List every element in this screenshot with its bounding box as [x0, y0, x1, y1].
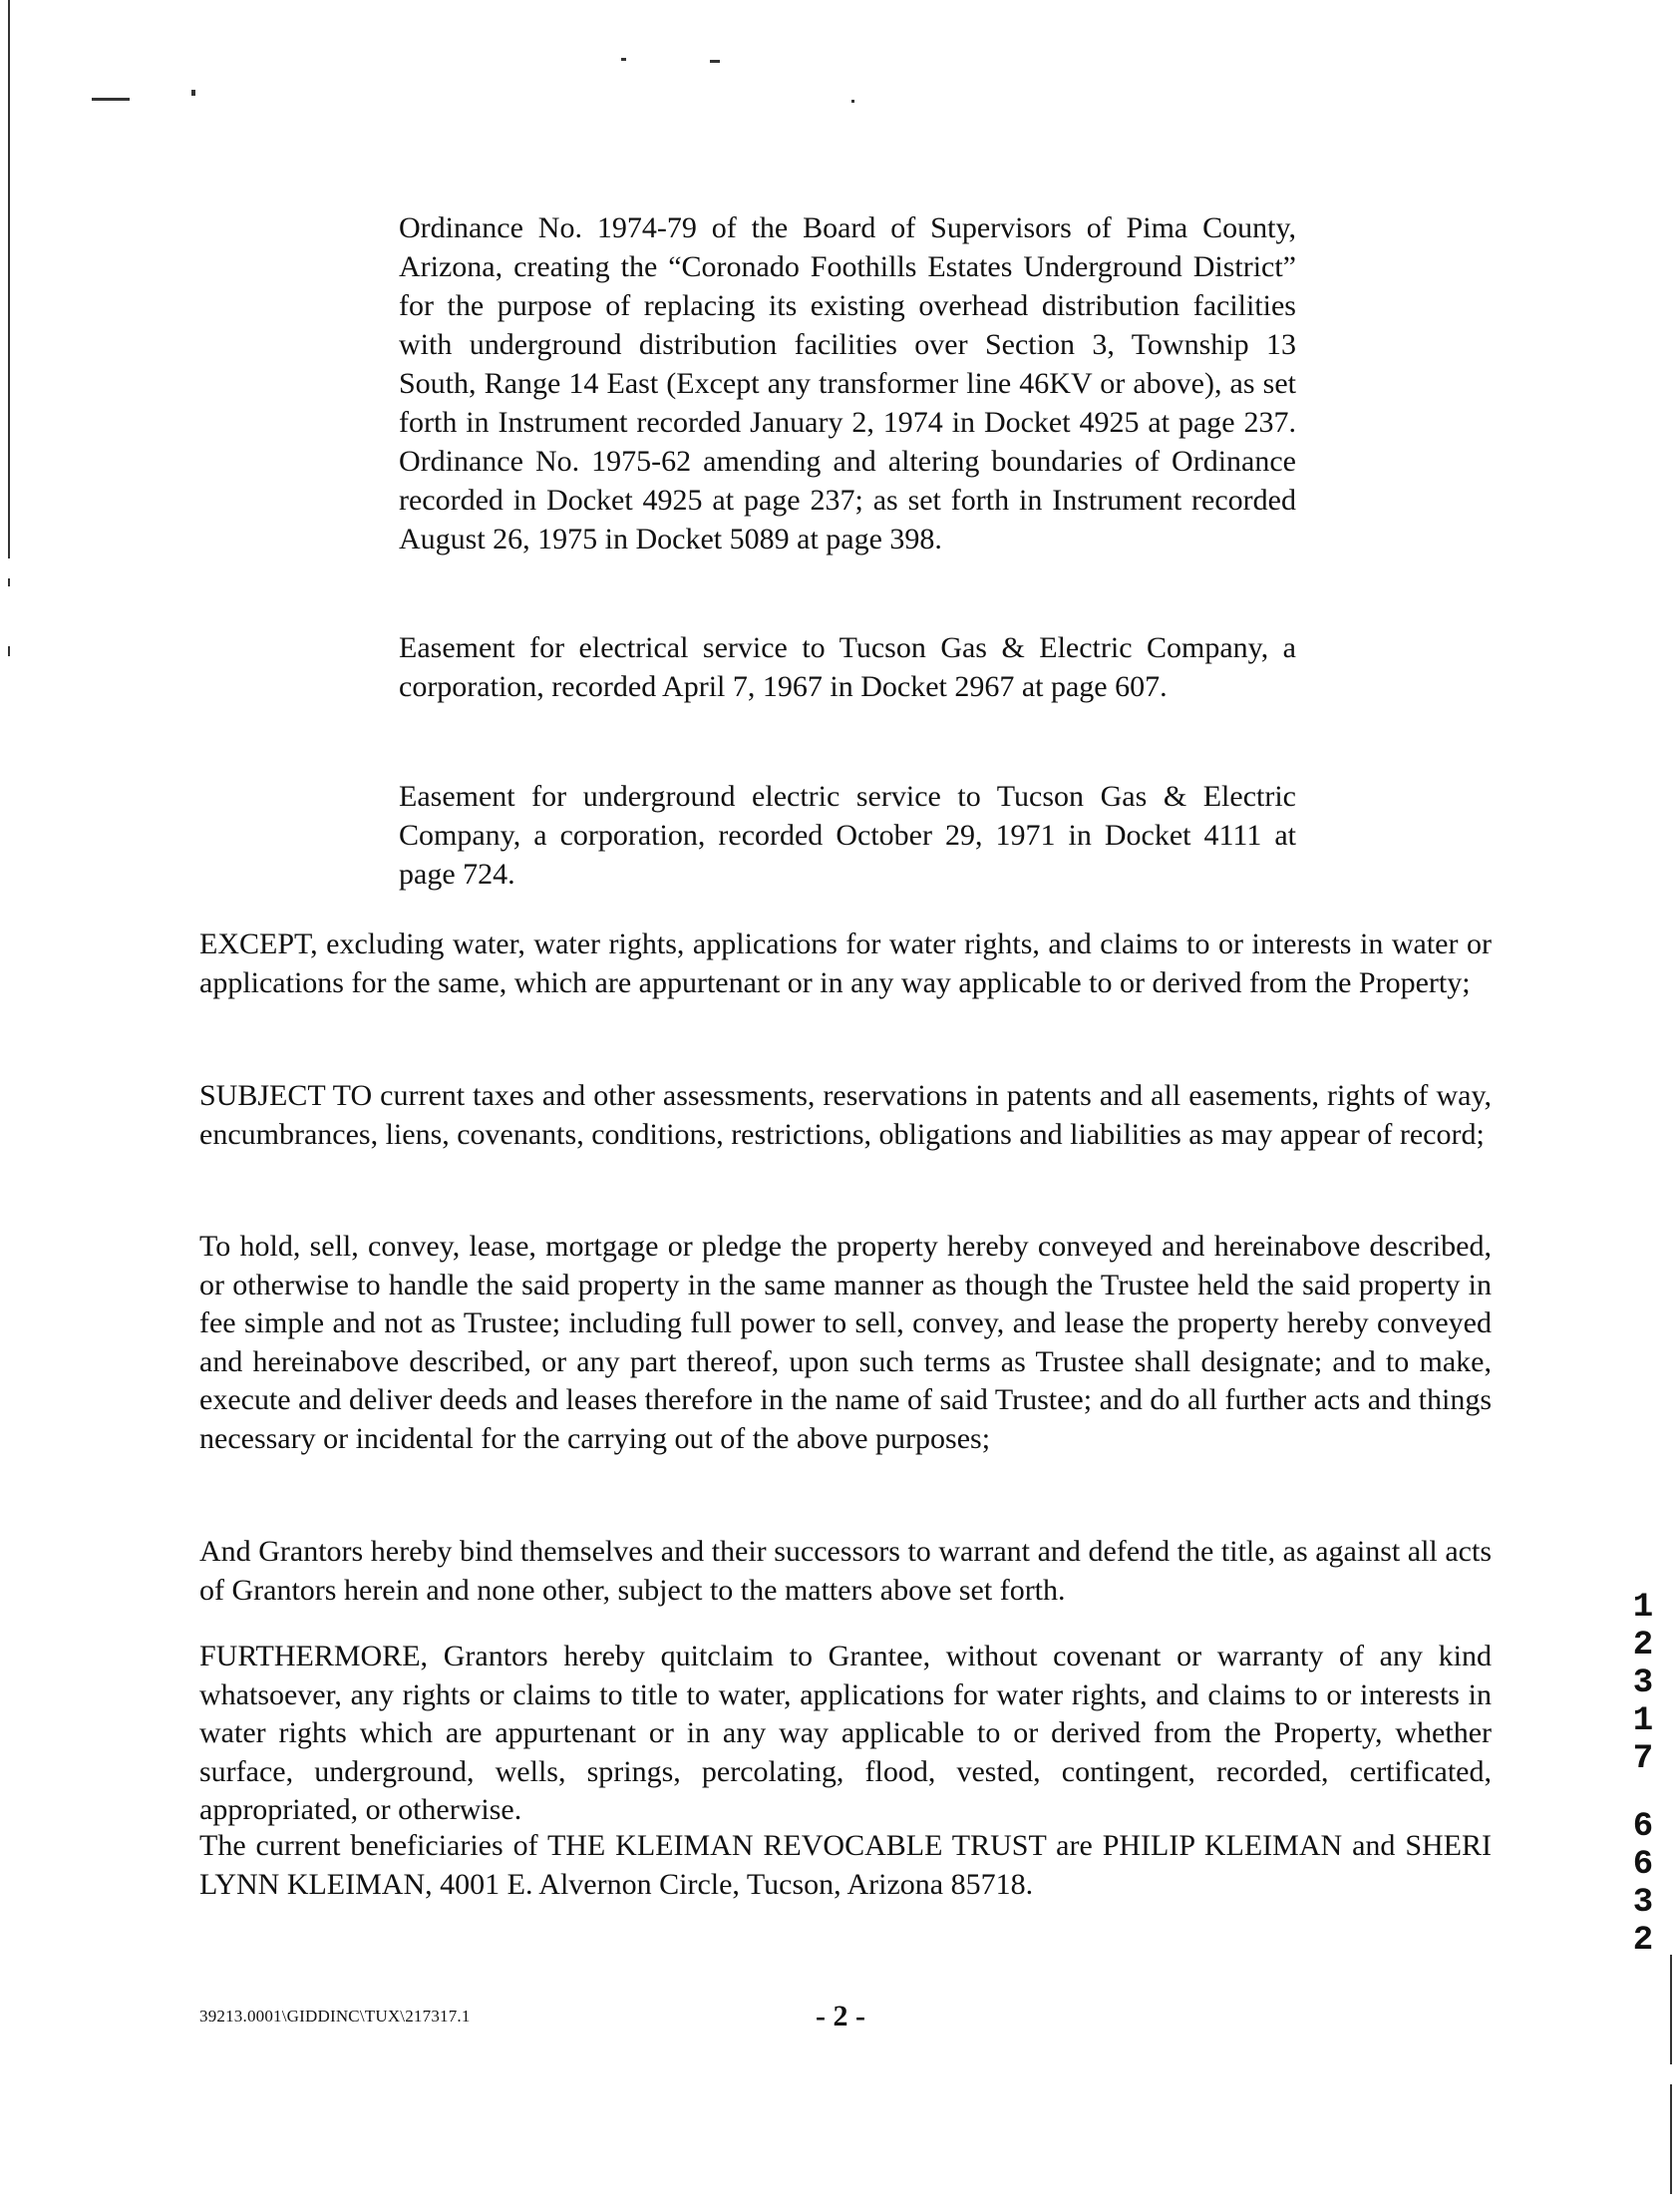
full-section: [199, 1228, 1492, 1458]
ordinance-paragraph: Ordinance No. 1974-79 of the Board of Supervisors of Pima County, Arizona, creating the “Coronado Foothills Estates Underground District” for the purpose of replacing its existing overhead distribution facilities with underground distribution facilities over Section 3, Township 13 South, Range 14 East (Except any transformer line 46KV or above), as set forth in Instrument recorded January 2, 1974 in Docket 4925 at page 237. Ordinance No. 1975-62 amending and altering boundaries of Ordinance recorded in Docket 4925 at page 237; as set forth in Instrument recorded August 26, 1975 in Docket 5089 at page 398.: [399, 211, 1296, 555]
full-section: [199, 925, 1492, 1002]
indented-section: [399, 628, 1296, 706]
scan-mark: [92, 98, 130, 101]
stamp-digit: 3: [1632, 1884, 1654, 1922]
stamp-digit: 1: [1632, 1589, 1654, 1627]
stamp-digit: 1: [1632, 1702, 1654, 1740]
stamp-digit: 6: [1632, 1846, 1654, 1884]
stamp-gap: [1623, 1778, 1663, 1808]
scan-mark: [621, 58, 626, 61]
scan-mark: [8, 646, 10, 656]
scan-mark: [8, 0, 10, 558]
except-paragraph: EXCEPT, excluding water, water rights, applications for water rights, and claims to or interests in water or applications for the same, which are appurtenant or in any way applicable to or derived from the Property;: [199, 927, 1492, 999]
page-number: - 2 -: [816, 2000, 865, 2032]
stamp-digit: 3: [1632, 1664, 1654, 1702]
warranty-paragraph: And Grantors hereby bind themselves and their successors to warrant and defend the title, as against all acts of Grantors herein and none other, subject to the matters above set forth.: [199, 1535, 1492, 1607]
to-hold-paragraph: To hold, sell, convey, lease, mortgage or pledge the property hereby conveyed and hereinabove described, or otherwise to handle the said property in the same manner as though the Trustee held the said property in fee simple and not as Trustee; including full power to sell, convey, and lease the property hereby conveyed and hereinabove described, or any part thereof, upon such terms as Trustee shall designate; and to make, execute and deliver deeds and leases therefore in the name of said Trustee; and do all further acts and things necessary or incidental for the carrying out of the above purposes;: [199, 1230, 1492, 1455]
easement-electrical-paragraph: Easement for electrical service to Tucson Gas & Electric Company, a corporation, recorded April 7, 1967 in Docket 2967 at page 607.: [399, 631, 1296, 703]
indented-section: [399, 208, 1296, 558]
full-section: [199, 1077, 1492, 1154]
scan-mark: [1670, 1955, 1672, 2064]
recording-stamp: [1623, 1589, 1663, 1960]
beneficiaries-paragraph: The current beneficiaries of THE KLEIMAN REVOCABLE TRUST are PHILIP KLEIMAN and SHERI LYNN KLEIMAN, 4001 E. Alvernon Circle, Tucson, Arizona 85718.: [199, 1829, 1492, 1901]
stamp-digit: 7: [1632, 1740, 1654, 1778]
subject-to-paragraph: SUBJECT TO current taxes and other assessments, reservations in patents and all easements, rights of way, encumbrances, liens, covenants, conditions, restrictions, obligations and liabilities as may appear of record;: [199, 1079, 1492, 1151]
stamp-digit: 2: [1632, 1922, 1654, 1960]
stamp-digit: 6: [1632, 1808, 1654, 1846]
stamp-digit: 2: [1632, 1627, 1654, 1664]
scan-mark: [191, 90, 195, 96]
scan-mark: [710, 60, 720, 63]
scan-mark: [1670, 2084, 1672, 2194]
indented-section: [399, 777, 1296, 894]
document-reference: 39213.0001\GIDDINC\TUX\217317.1: [199, 2007, 471, 2026]
easement-underground-paragraph: Easement for underground electric service to Tucson Gas & Electric Company, a corporation, recorded October 29, 1971 in Docket 4111 at page 724.: [399, 780, 1296, 891]
full-section: [199, 1533, 1492, 1610]
full-section: [199, 1638, 1492, 1830]
full-section: [199, 1827, 1492, 1904]
furthermore-paragraph: FURTHERMORE, Grantors hereby quitclaim to Grantee, without covenant or warranty of any kind whatsoever, any rights or claims to title to water, applications for water rights, and claims to or interests in water rights which are appurtenant or in any way applicable to or derived from the Property, whether surface, underground, wells, springs, percolating, flood, vested, contingent, recorded, certificated, appropriated, or otherwise.: [199, 1640, 1492, 1826]
scan-mark: [8, 578, 10, 586]
scan-mark: [851, 100, 854, 103]
